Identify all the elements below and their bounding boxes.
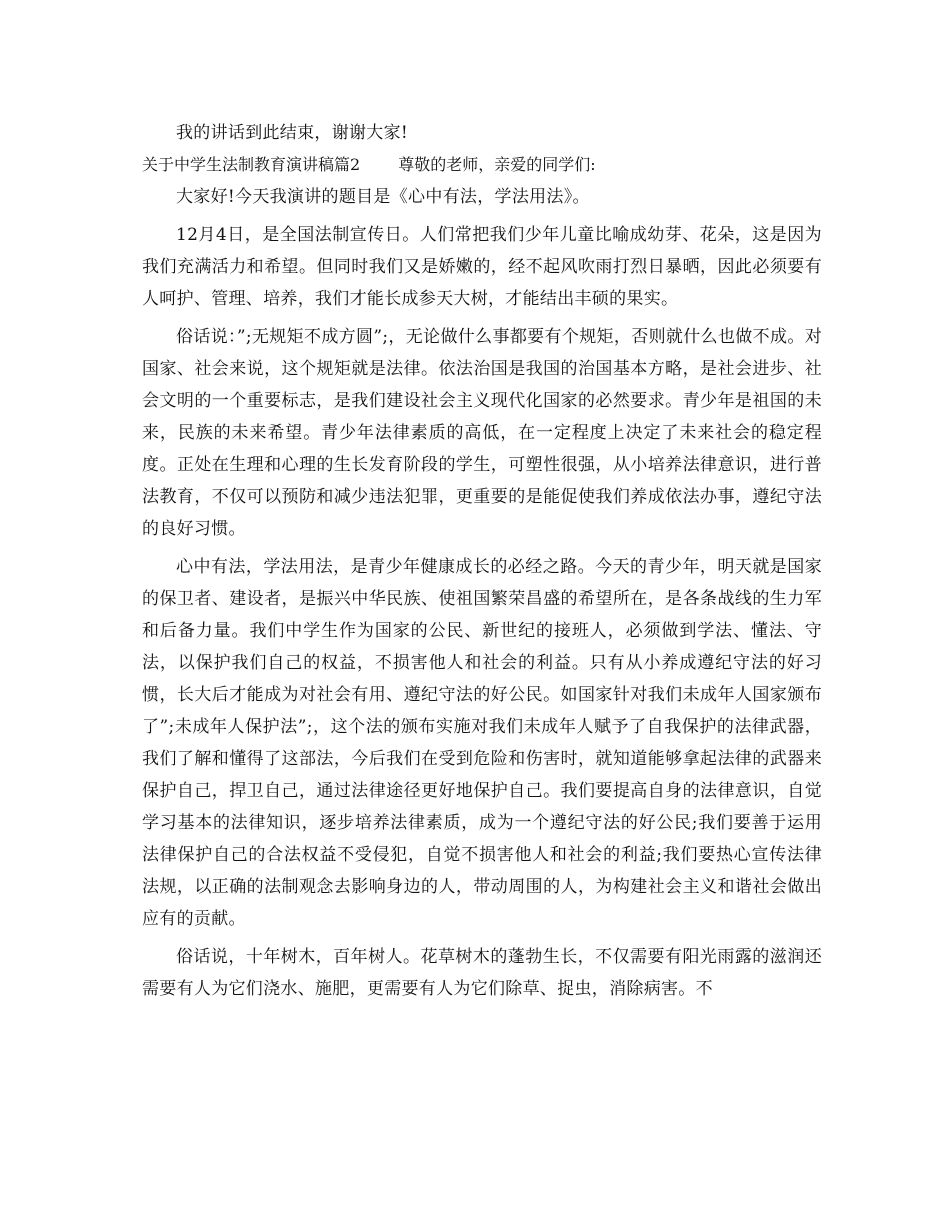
document-body xyxy=(142,117,822,1005)
section-heading-line xyxy=(142,149,822,181)
paragraph-rules: 俗话说：”;无规矩不成方圆”;，无论做什么事都要有个规矩，否则就什么也做不成。对国家、社会来说，这个规矩就是法律。依法治国是我国的治国基本方略，是社会进步、社会文明的一个重要标志，是我们建设社会主义现代化国家的必然要求。青少年是祖国的未来，民族的未来希望。青少年法律素质的高低，在一定程度上决定了未来社会的稳定程度。正处在生理和心理的生长发育阶段的学生，可塑性很强，从小培养法律意识，进行普法教育，不仅可以预防和减少违法犯罪，更重要的是能促使我们养成依法办事，遵纪守法的良好习惯。 xyxy=(142,327,822,539)
closing-line: 我的讲话到此结束，谢谢大家! xyxy=(176,123,409,143)
salutation: 尊敬的老师，亲爱的同学们: xyxy=(398,155,596,174)
paragraph-intro: 大家好!今天我演讲的题目是《心中有法，学法用法》。 xyxy=(176,187,590,207)
paragraph-legal-day: 12月4日，是全国法制宣传日。人们常把我们少年儿童比喻成幼芽、花朵，这是因为我们充满活力和希望。但同时我们又是娇嫩的，经不起风吹雨打烈日暴晒，因此必须要有人呵护、管理、培养，我们才能长成参天大树，才能结出丰硕的果实。 xyxy=(142,225,822,309)
section-title: 关于中学生法制教育演讲稿篇2 xyxy=(142,155,361,174)
paragraph-proverb: 俗话说，十年树木，百年树人。花草树木的蓬勃生长，不仅需要有阳光雨露的滋润还需要有人为它们浇水、施肥，更需要有人为它们除草、捉虫，消除病害。不 xyxy=(142,947,822,999)
paragraph-law-in-heart: 心中有法，学法用法，是青少年健康成长的必经之路。今天的青少年，明天就是国家的保卫者、建设者，是振兴中华民族、使祖国繁荣昌盛的希望所在，是各条战线的生力军和后备力量。我们中学生作为国家的公民、新世纪的接班人，必须做到学法、懂法、守法，以保护我们自己的权益，不损害他人和社会的利益。只有从小养成遵纪守法的好习惯，长大后才能成为对社会有用、遵纪守法的好公民。如国家针对我们未成年人国家颁布了”;未成年人保护法”;，这个法的颁布实施对我们未成年人赋予了自我保护的法律武器，我们了解和懂得了这部法，今后我们在受到危险和伤害时，就知道能够拿起法律的武器来保护自己，捍卫自己，通过法律途径更好地保护自己。我们要提高自身的法律意识，自觉学习基本的法律知识，逐步培养法律素质，成为一个遵纪守法的好公民;我们要善于运用法律保护自己的合法权益不受侵犯，自觉不损害他人和社会的利益;我们要热心宣传法律法规，以正确的法制观念去影响身边的人，带动周围的人，为构建社会主义和谐社会做出应有的贡献。 xyxy=(142,557,822,929)
